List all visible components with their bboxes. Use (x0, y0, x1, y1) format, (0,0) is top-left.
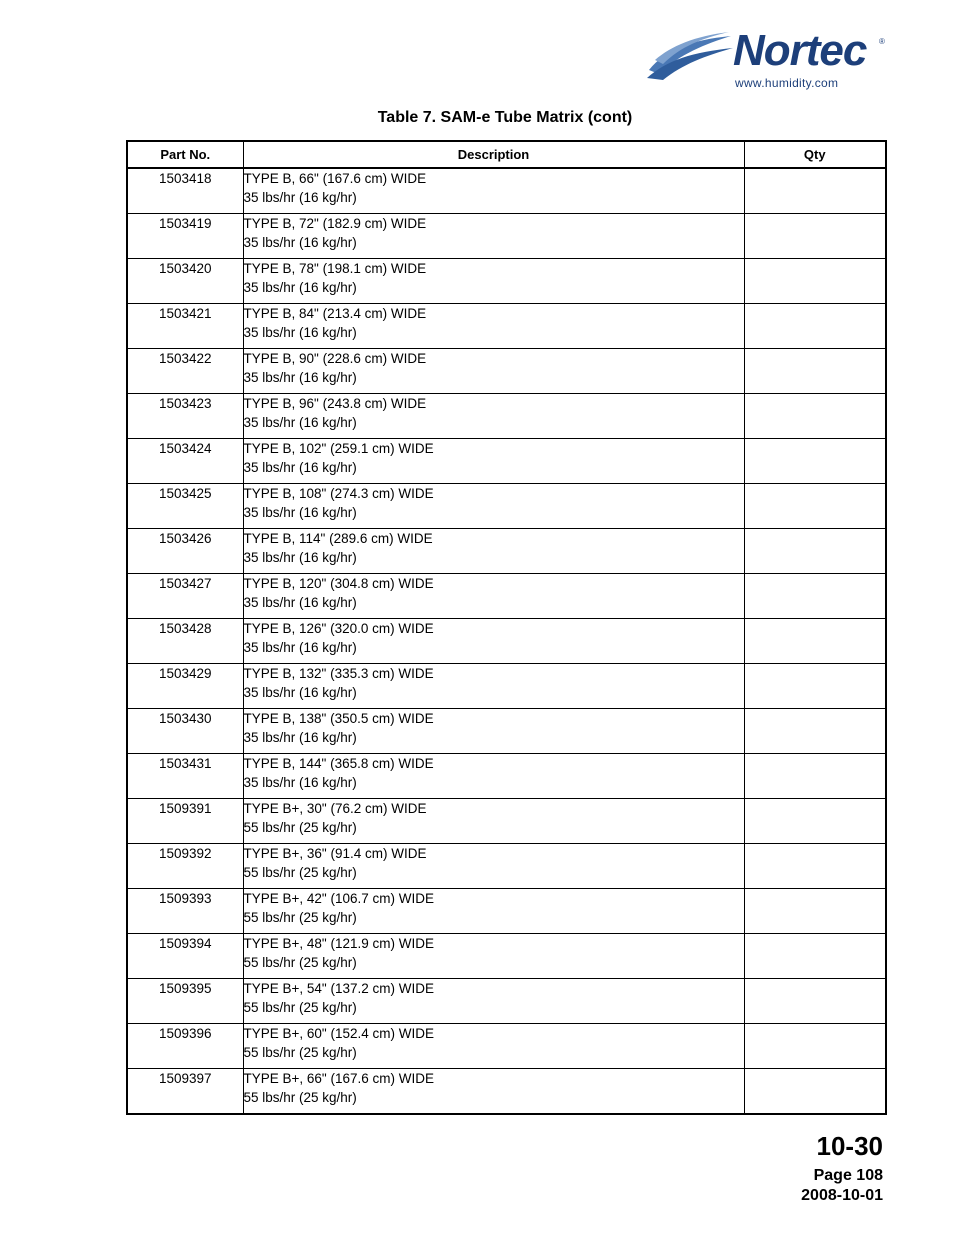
description-line-1: TYPE B, 120" (304.8 cm) WIDE (243, 576, 434, 591)
part-number-cell: 1503428 (127, 619, 243, 664)
qty-cell[interactable] (744, 709, 886, 754)
qty-cell[interactable] (744, 754, 886, 799)
part-number-cell: 1509395 (127, 979, 243, 1024)
qty-cell[interactable] (744, 934, 886, 979)
description-line-1: TYPE B+, 60" (152.4 cm) WIDE (243, 1026, 434, 1041)
description-line-1: TYPE B, 78" (198.1 cm) WIDE (243, 261, 427, 276)
description-cell (243, 214, 744, 259)
description-line-2: 35 lbs/hr (16 kg/hr) (243, 685, 357, 700)
description-cell (243, 168, 744, 214)
description-line-1: TYPE B, 138" (350.5 cm) WIDE (243, 711, 434, 726)
revision-date: 2008-10-01 (801, 1187, 883, 1204)
description-cell (243, 889, 744, 934)
qty-cell[interactable] (744, 979, 886, 1024)
description-line-1: TYPE B, 90" (228.6 cm) WIDE (243, 351, 427, 366)
part-number-cell: 1503421 (127, 304, 243, 349)
description-cell (243, 934, 744, 979)
qty-cell[interactable] (744, 1069, 886, 1115)
description-cell (243, 259, 744, 304)
description-line-2: 35 lbs/hr (16 kg/hr) (243, 415, 357, 430)
description-cell (243, 574, 744, 619)
description-cell (243, 439, 744, 484)
table-row (127, 889, 886, 934)
qty-cell[interactable] (744, 214, 886, 259)
description-cell (243, 754, 744, 799)
wave-logo-icon (645, 30, 735, 82)
qty-cell[interactable] (744, 844, 886, 889)
description-line-1: TYPE B, 108" (274.3 cm) WIDE (243, 486, 434, 501)
table-row (127, 574, 886, 619)
description-cell (243, 619, 744, 664)
brand-name: Nortec (733, 26, 867, 75)
description-cell (243, 1069, 744, 1115)
brand-url: www.humidity.com (735, 76, 839, 90)
qty-cell[interactable] (744, 304, 886, 349)
description-cell (243, 529, 744, 574)
description-cell (243, 844, 744, 889)
description-line-2: 55 lbs/hr (25 kg/hr) (243, 1000, 357, 1015)
description-line-1: TYPE B, 102" (259.1 cm) WIDE (243, 441, 434, 456)
table-row (127, 1024, 886, 1069)
description-line-1: TYPE B, 96" (243.8 cm) WIDE (243, 396, 427, 411)
description-cell (243, 979, 744, 1024)
table-row (127, 979, 886, 1024)
description-line-2: 35 lbs/hr (16 kg/hr) (243, 190, 357, 205)
qty-cell[interactable] (744, 259, 886, 304)
part-number-cell: 1503420 (127, 259, 243, 304)
description-line-1: TYPE B+, 48" (121.9 cm) WIDE (243, 936, 434, 951)
description-cell (243, 664, 744, 709)
table-row (127, 754, 886, 799)
part-number-cell: 1509391 (127, 799, 243, 844)
table-row (127, 259, 886, 304)
description-line-1: TYPE B, 132" (335.3 cm) WIDE (243, 666, 434, 681)
description-line-2: 35 lbs/hr (16 kg/hr) (243, 460, 357, 475)
description-line-1: TYPE B, 114" (289.6 cm) WIDE (243, 531, 433, 546)
table-title: Table 7. SAM-e Tube Matrix (cont) (377, 109, 633, 126)
part-number-cell: 1509393 (127, 889, 243, 934)
table-row (127, 484, 886, 529)
description-line-2: 35 lbs/hr (16 kg/hr) (243, 595, 357, 610)
qty-cell[interactable] (744, 168, 886, 214)
part-number-cell: 1509397 (127, 1069, 243, 1115)
column-header-description: Description (243, 141, 744, 168)
table-row (127, 304, 886, 349)
table-row (127, 844, 886, 889)
column-header-qty: Qty (744, 141, 886, 168)
part-number-cell: 1503431 (127, 754, 243, 799)
qty-cell[interactable] (744, 439, 886, 484)
qty-cell[interactable] (744, 799, 886, 844)
part-number-cell: 1509392 (127, 844, 243, 889)
table-header-row (127, 141, 886, 168)
description-line-1: TYPE B+, 66" (167.6 cm) WIDE (243, 1071, 434, 1086)
description-cell (243, 349, 744, 394)
part-number-cell: 1503425 (127, 484, 243, 529)
section-number: 10-30 (816, 1131, 883, 1161)
part-number-cell: 1503419 (127, 214, 243, 259)
description-line-2: 35 lbs/hr (16 kg/hr) (243, 370, 357, 385)
part-number-cell: 1503422 (127, 349, 243, 394)
description-line-1: TYPE B+, 36" (91.4 cm) WIDE (243, 846, 427, 861)
description-line-1: TYPE B+, 30" (76.2 cm) WIDE (243, 801, 427, 816)
qty-cell[interactable] (744, 484, 886, 529)
table-row (127, 709, 886, 754)
description-line-2: 55 lbs/hr (25 kg/hr) (243, 955, 357, 970)
qty-cell[interactable] (744, 529, 886, 574)
table-row (127, 349, 886, 394)
description-line-1: TYPE B+, 54" (137.2 cm) WIDE (243, 981, 434, 996)
description-line-2: 55 lbs/hr (25 kg/hr) (243, 1045, 357, 1060)
table-row (127, 439, 886, 484)
description-line-1: TYPE B, 66" (167.6 cm) WIDE (243, 171, 427, 186)
registered-mark: ® (879, 37, 885, 46)
part-number-cell: 1503424 (127, 439, 243, 484)
table-row (127, 619, 886, 664)
description-line-2: 55 lbs/hr (25 kg/hr) (243, 865, 357, 880)
description-cell (243, 709, 744, 754)
qty-cell[interactable] (744, 889, 886, 934)
part-number-cell: 1503430 (127, 709, 243, 754)
qty-cell[interactable] (744, 1024, 886, 1069)
description-line-2: 55 lbs/hr (25 kg/hr) (243, 820, 357, 835)
part-number-cell: 1503427 (127, 574, 243, 619)
table-row (127, 529, 886, 574)
table-row (127, 168, 886, 214)
nortec-logo (645, 28, 890, 94)
description-line-2: 55 lbs/hr (25 kg/hr) (243, 910, 357, 925)
part-number-cell: 1503423 (127, 394, 243, 439)
description-line-1: TYPE B, 144" (365.8 cm) WIDE (243, 756, 434, 771)
table-row (127, 1069, 886, 1115)
qty-cell[interactable] (744, 349, 886, 394)
description-line-1: TYPE B, 84" (213.4 cm) WIDE (243, 306, 427, 321)
description-line-2: 35 lbs/hr (16 kg/hr) (243, 730, 357, 745)
column-header-part-no: Part No. (127, 141, 243, 168)
description-line-1: TYPE B+, 42" (106.7 cm) WIDE (243, 891, 434, 906)
description-cell (243, 394, 744, 439)
tube-matrix-table (126, 140, 887, 1115)
qty-cell[interactable] (744, 664, 886, 709)
table-row (127, 799, 886, 844)
part-number-cell: 1503429 (127, 664, 243, 709)
description-line-2: 35 lbs/hr (16 kg/hr) (243, 280, 357, 295)
description-line-1: TYPE B, 126" (320.0 cm) WIDE (243, 621, 434, 636)
description-cell (243, 304, 744, 349)
description-cell (243, 484, 744, 529)
description-line-2: 35 lbs/hr (16 kg/hr) (243, 775, 357, 790)
description-cell (243, 799, 744, 844)
table-row (127, 394, 886, 439)
description-cell (243, 1024, 744, 1069)
table-row (127, 934, 886, 979)
part-number-cell: 1503418 (127, 168, 243, 214)
description-line-2: 35 lbs/hr (16 kg/hr) (243, 505, 357, 520)
description-line-2: 35 lbs/hr (16 kg/hr) (243, 550, 357, 565)
part-number-cell: 1509396 (127, 1024, 243, 1069)
description-line-2: 35 lbs/hr (16 kg/hr) (243, 235, 357, 250)
description-line-1: TYPE B, 72" (182.9 cm) WIDE (243, 216, 427, 231)
qty-cell[interactable] (744, 574, 886, 619)
description-line-2: 35 lbs/hr (16 kg/hr) (243, 325, 357, 340)
description-line-2: 35 lbs/hr (16 kg/hr) (243, 640, 357, 655)
part-number-cell: 1503426 (127, 529, 243, 574)
page-number: Page 108 (813, 1167, 883, 1184)
table-row (127, 214, 886, 259)
part-number-cell: 1509394 (127, 934, 243, 979)
description-line-2: 55 lbs/hr (25 kg/hr) (243, 1090, 357, 1105)
qty-cell[interactable] (744, 619, 886, 664)
qty-cell[interactable] (744, 394, 886, 439)
table-row (127, 664, 886, 709)
